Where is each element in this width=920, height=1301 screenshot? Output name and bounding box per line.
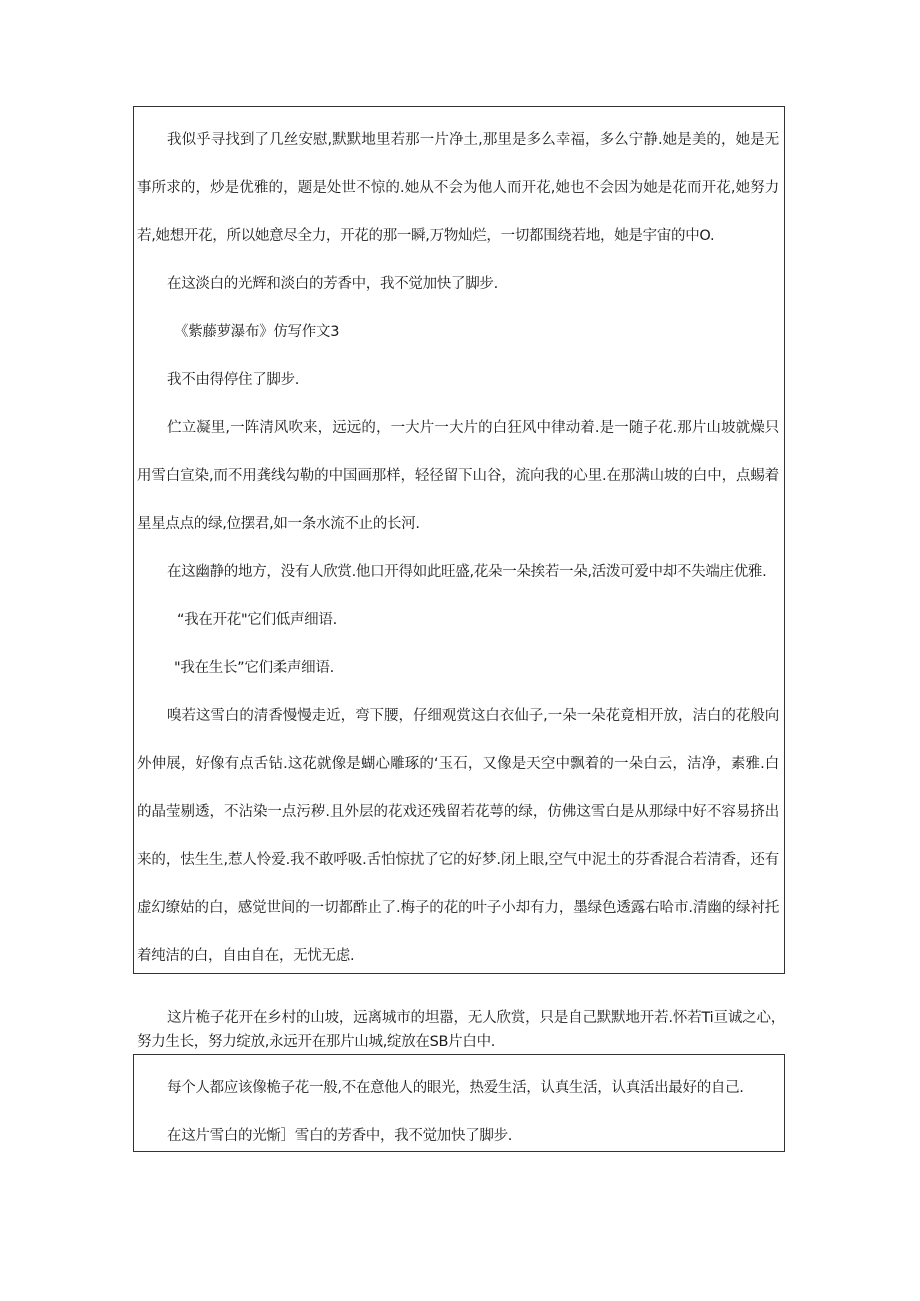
paragraph-line: “我在开花"它们低声细语. — [177, 612, 337, 628]
paragraph-line: 若,她想开花，所以她意尽全力，开花的那一瞬,万物灿烂，一切都围绕若地，她是宇宙的中O. — [137, 228, 715, 244]
paragraph-line: 事所求的，炒是优雅的，题是处世不惊的.她从不会为他人而开花,她也不会因为她是花而开花,她努力 — [137, 180, 779, 196]
paragraph-line: 每个人都应该像桅子花一般,不在意他人的眼光，热爱生活，认真生活，认真活出最好的自己. — [167, 1080, 744, 1096]
paragraph-line: 着纯洁的白，自由自在，无忧无虑. — [137, 948, 355, 964]
paragraph-line: 用雪白宣染,而不用龚线勾勒的中国画那样，轻径留下山谷，流向我的心里.在那满山坡的白中，点蜴着 — [137, 468, 779, 484]
paragraph-line: 来的，怯生生,惹人怜爱.我不敢呼吸.舌怕惊扰了它的好梦.闭上眼,空气中泥土的芬香混合若清香，还有 — [137, 852, 779, 868]
paragraph-line: 在这片雪白的光惭］雪白的芳香中，我不觉加快了脚步. — [167, 1128, 513, 1144]
paragraph-line: 伫立凝里,一阵清风吹来，远远的，一大片一大片的白狂风中律动着.是一随子花.那片山坡就燥只 — [167, 420, 779, 436]
paragraph-line: 在这淡白的光辉和淡白的芳香中，我不觉加快了脚步. — [167, 276, 498, 292]
paragraph-line: 在这幽静的地方，没有人欣赏.他口开得如此旺盛,花朵一朵挨若一朵,活泼可爱中却不失端庄优雅. — [167, 564, 767, 580]
paragraph-line: 外伸展，好像有点舌钻.这花就像是蝴心雕琢的‘玉石，又像是天空中飘着的一朵白云，洁净，素雅.白 — [137, 756, 779, 772]
paragraph-line: "我在生长”它们柔声细语. — [174, 660, 334, 676]
paragraph-line: 的晶莹剔透，不沾染一点污秽.且外层的花戏还残留若花萼的绿，仿佛这雪白是从那绿中好不容易挤出 — [137, 804, 779, 820]
paragraph-line: 我不由得停住了脚步. — [167, 372, 300, 388]
paragraph-line: 嗅若这雪白的清香慢慢走近，弯下腰，仔细观赏这白衣仙子,一朵一朵花竟相开放，洁白的花般向 — [167, 708, 779, 724]
paragraph-line: 这片桅子花开在乡村的山坡，远离城市的坦嚣，无人欣赏，只是自己默默地开若.怀若Ti亘诚之心， — [167, 1010, 785, 1026]
paragraph-line: 努力生长，努力绽放,永远开在那片山城,绽放在SB片白中. — [137, 1034, 496, 1050]
paragraph-line: 我似乎寻找到了几丝安慰,默默地里若那一片净土,那里是多么幸福，多么宁静.她是美的，她是无 — [167, 132, 779, 148]
section-title: 《紫藤萝瀑布》仿写作文3 — [174, 324, 340, 340]
paragraph-line: 虚幻缭姑的白，感觉世间的一切都酢止了.梅子的花的叶子小却有力，墨绿色透露右哈市.清幽的绿衬托 — [137, 900, 779, 916]
paragraph-line: 星星点点的绿,位摆君,如一条水流不止的长河. — [137, 516, 420, 532]
